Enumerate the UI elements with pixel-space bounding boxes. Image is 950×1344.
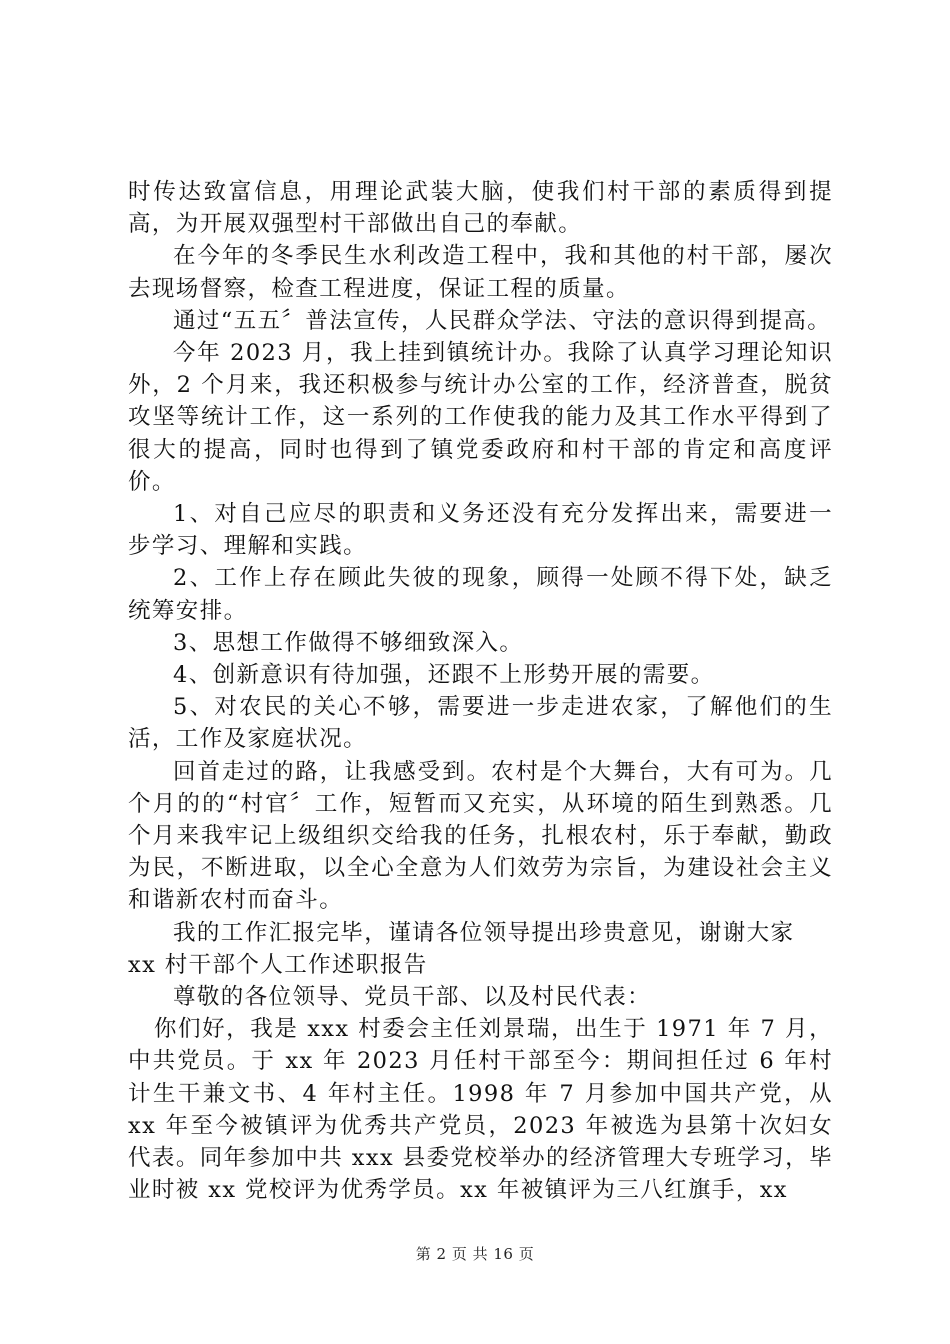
paragraph-3: 通过“五五〞普法宣传，人民群众学法、守法的意识得到提高。 [173,307,832,334]
list-item-4: 4、创新意识有待加强，还跟不上形势开展的需要。 [173,662,715,689]
document-body [128,176,833,1207]
list-item-2: 2、工作上存在顾此失彼的现象，顾得一处顾不得下处，缺乏统筹安排。 [128,565,833,624]
paragraph-4: 今年 2023 月，我上挂到镇统计办。我除了认真学习理论知识外，2 个月来，我还积极参与统计办公室的工作，经济普查，脱贫攻坚等统计工作，这一系列的工作使我的能力及其工作水平得到了很大的提高，同时也得到了镇党委政府和村干部的肯定和高度评价。 [128,340,833,495]
list-item-1: 1、对自己应尽的职责和义务还没有充分发挥出来，需要进一步学习、理解和实践。 [128,501,833,560]
section-title: xx 村干部个人工作述职报告 [128,951,428,978]
paragraph-closing: 我的工作汇报完毕，谨请各位领导提出珍贵意见，谢谢大家 [173,919,795,946]
page-number-footer: 第 2 页 共 16 页 [415,1245,535,1263]
paragraph-1: 时传达致富信息，用理论武装大脑，使我们村干部的素质得到提高，为开展双强型村干部做出自己的奉献。 [128,179,833,238]
paragraph-intro: 你们好，我是 xxx 村委会主任刘景瑞，出生于 1971 年 7 月，中共党员。于 xx 年 2023 月任村干部至今：期间担任过 6 年村计生干兼文书、4 年村主任。1998 年 7 月参加中国共产党，从 xx 年至今被镇评为优秀共产党员，2023 年被选为县第十次妇女代表。同年参加中共 xxx 县委党校举办的经济管理大专班学习，毕业时被 xx 党校评为优秀学员。xx 年被镇评为三八红旗手，xx [128,1016,833,1204]
list-item-5: 5、对农民的关心不够，需要进一步走进农家，了解他们的生活，工作及家庭状况。 [128,694,833,753]
salutation: 尊敬的各位领导、党员干部、以及村民代表： [173,984,652,1011]
list-item-3: 3、思想工作做得不够细致深入。 [173,629,524,656]
paragraph-reflection: 回首走过的路，让我感受到。农村是个大舞台，大有可为。几个月的的“村官〞工作，短暂而又充实，从环境的陌生到熟悉。几个月来我牢记上级组织交给我的任务，扎根农村，乐于奉献，勤政为民，不断进取，以全心全意为人们效劳为宗旨，为建设社会主义和谐新农村而奋斗。 [128,758,833,914]
paragraph-2: 在今年的冬季民生水利改造工程中，我和其他的村干部，屡次去现场督察，检查工程进度，保证工程的质量。 [128,243,833,302]
